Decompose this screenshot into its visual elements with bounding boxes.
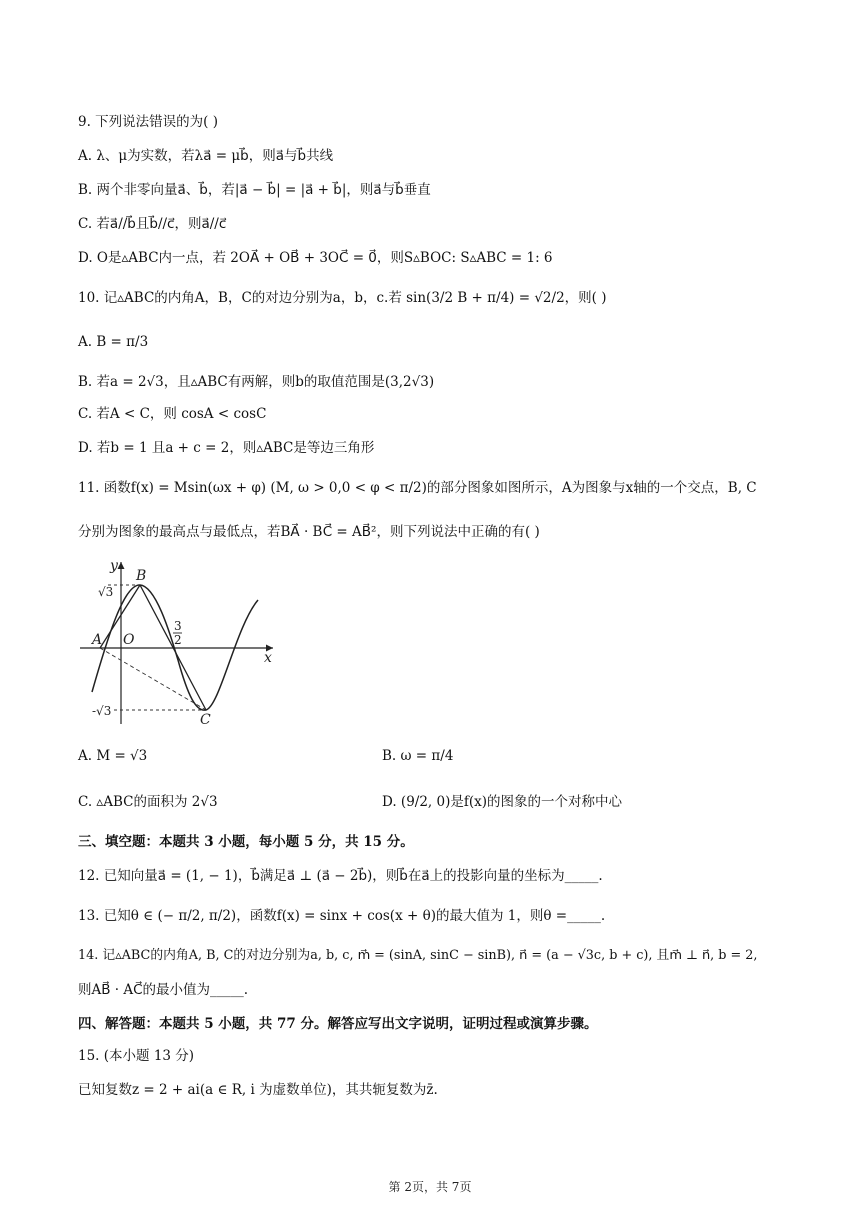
origin-label: O — [123, 632, 135, 648]
sqrt3-tick-label: √3 — [98, 585, 114, 599]
q9-option-b: B. 两个非零向量a⃗、b⃗，若|a⃗ − b⃗| = |a⃗ + b⃗|，则a⃗与b⃗垂直 — [78, 182, 431, 198]
q14-line2: 则AB⃗ · AC⃗的最小值为_____. — [78, 982, 249, 998]
q11-stem-line1: 11. 函数f(x) = Msin(ωx + φ) (M, ω > 0,0 < φ < π/2)的部分图象如图所示，A为图象与x轴的一个交点，B, C — [78, 480, 757, 496]
q9-option-c: C. 若a⃗//b⃗且b⃗//c⃗，则a⃗//c⃗ — [78, 216, 227, 232]
q14-line1: 14. 记▵ABC的内角A, B, C的对边分别为a, b, c, m⃗ = (sinA, sinC − sinB), n⃗ = (a − √3c, b + c), 且m⃗ ⊥ n⃗, b = 2, — [78, 948, 758, 963]
q11-option-a: A. M = √3 — [78, 748, 148, 764]
x-axis-label: x — [264, 650, 272, 666]
q10-option-a: A. B = π/3 — [78, 334, 149, 350]
three-halves-numerator: 3 — [174, 619, 182, 633]
q15-title: 15. (本小题 13 分) — [78, 1048, 195, 1064]
q10-option-b: B. 若a = 2√3，且▵ABC有两解，则b的取值范围是(3,2√3) — [78, 374, 435, 390]
q11-option-b: B. ω = π/4 — [382, 748, 454, 764]
q12: 12. 已知向量a⃗ = (1, − 1)，b⃗满足a⃗ ⊥ (a⃗ − 2b⃗)，则b⃗在a⃗上的投影向量的坐标为_____. — [78, 868, 603, 884]
three-halves-denominator: 2 — [174, 633, 182, 647]
q10-option-d: D. 若b = 1 且a + c = 2，则▵ABC是等边三角形 — [78, 440, 375, 456]
q11-stem-line2: 分别为图象的最高点与最低点，若BA⃗ · BC⃗ = AB⃗²，则下列说法中正确的有( ) — [78, 524, 540, 540]
q11-option-d: D. (9/2, 0)是f(x)的图象的一个对称中心 — [382, 794, 623, 810]
q15-text: 已知复数z = 2 + ai(a ∈ R, i 为虚数单位)，其共轭复数为z̄. — [78, 1082, 438, 1098]
q10-stem: 10. 记▵ABC的内角A，B，C的对边分别为a，b，c.若 sin(3/2 B + π/4) = √2/2，则( ) — [78, 290, 607, 306]
point-c-label: C — [200, 712, 211, 728]
point-b-label: B — [136, 568, 147, 584]
point-a-label: A — [92, 632, 103, 648]
q9-option-d: D. O是▵ABC内一点，若 2OA⃗ + OB⃗ + 3OC⃗ = 0⃗，则S▵BOC: S▵ABC = 1: 6 — [78, 250, 553, 266]
section3-heading: 三、填空题：本题共 3 小题，每小题 5 分，共 15 分。 — [78, 834, 414, 850]
y-axis-label: y — [110, 558, 118, 574]
q11-option-c: C. ▵ABC的面积为 2√3 — [78, 794, 218, 810]
q9-option-a: A. λ、μ为实数，若λa⃗ = μb⃗，则a⃗与b⃗共线 — [78, 148, 334, 164]
q9-stem: 9. 下列说法错误的为( ) — [78, 114, 218, 130]
q10-option-c: C. 若A < C，则 cosA < cosC — [78, 406, 267, 422]
q13: 13. 已知θ ∈ (− π/2, π/2)，函数f(x) = sinx + cos(x + θ)的最大值为 1，则θ =_____. — [78, 908, 606, 924]
page-footer: 第 2页，共 7页 — [388, 1180, 472, 1194]
section4-heading: 四、解答题：本题共 5 小题，共 77 分。解答应写出文字说明，证明过程或演算步骤。 — [78, 1016, 598, 1032]
q11-function-graph — [78, 556, 278, 732]
neg-sqrt3-tick-label: -√3 — [92, 704, 112, 718]
